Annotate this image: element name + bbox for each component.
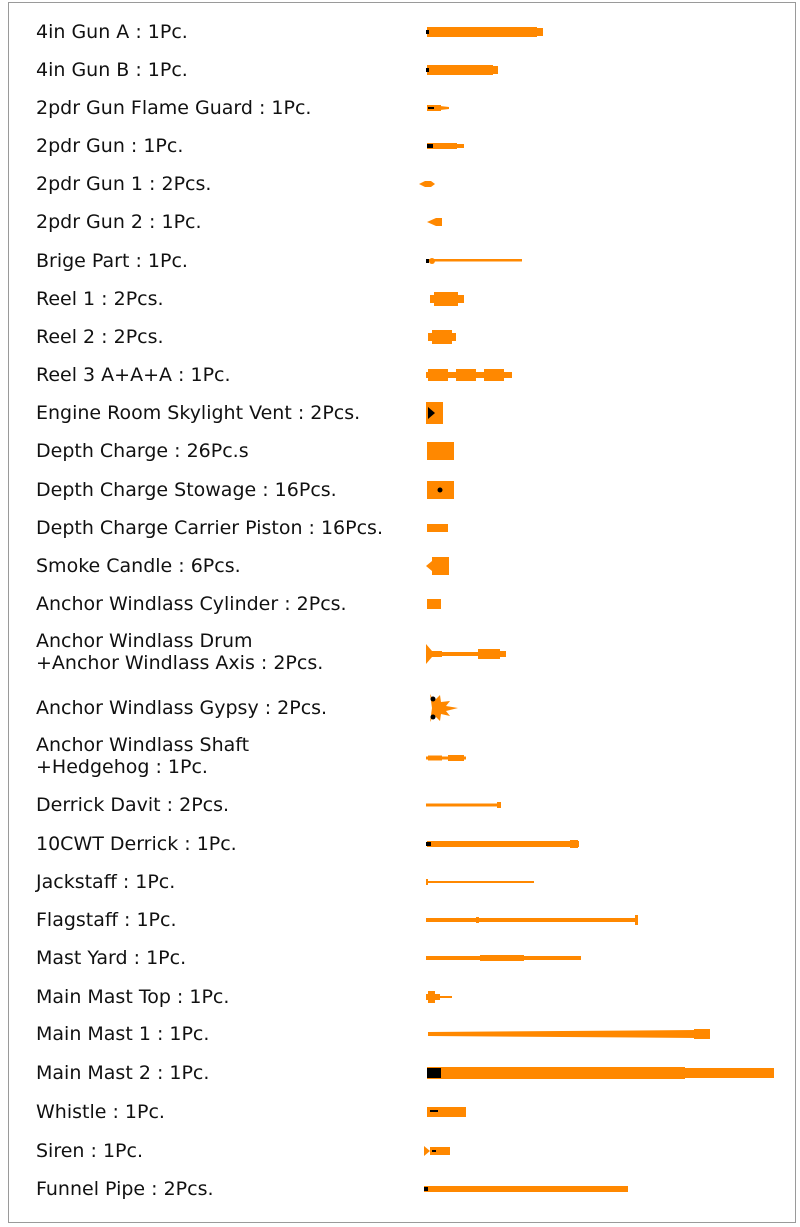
piston-icon [0, 508, 800, 548]
part-label: Derrick Davit : 2Pcs. [36, 794, 230, 816]
vent-icon [0, 393, 800, 433]
small-gun-part-icon [0, 164, 800, 204]
part-label-line-2: +Anchor Windlass Axis : 2Pcs. [36, 652, 324, 674]
part-label: Mast Yard : 1Pc. [36, 947, 187, 969]
reel-icon [0, 317, 800, 357]
depth-charge-icon [0, 431, 800, 471]
windlass-drum-icon [0, 634, 800, 674]
part-label: Anchor Windlass Cylinder : 2Pcs. [36, 593, 347, 615]
part-label: Main Mast 2 : 1Pc. [36, 1062, 210, 1084]
part-label: Brige Part : 1Pc. [36, 250, 188, 272]
main-mast-icon [0, 1014, 800, 1054]
part-label: Reel 3 A+A+A : 1Pc. [36, 364, 231, 386]
mast-top-icon [0, 977, 800, 1017]
small-gun-part-icon [0, 202, 800, 242]
part-label: Siren : 1Pc. [36, 1140, 143, 1162]
part-label: 2pdr Gun 1 : 2Pcs. [36, 173, 212, 195]
flagstaff-icon [0, 900, 800, 940]
part-label: 4in Gun B : 1Pc. [36, 59, 188, 81]
gun-barrel-long-icon [0, 12, 800, 52]
part-label: Main Mast Top : 1Pc. [36, 986, 230, 1008]
funnel-pipe-icon [0, 1169, 800, 1209]
part-label: Reel 2 : 2Pcs. [36, 326, 164, 348]
part-label: 4in Gun A : 1Pc. [36, 21, 188, 43]
shaft-icon [0, 738, 800, 778]
part-label: Smoke Candle : 6Pcs. [36, 555, 241, 577]
small-gun-icon [0, 126, 800, 166]
triple-reel-icon [0, 355, 800, 395]
part-label: Anchor Windlass Gypsy : 2Pcs. [36, 697, 328, 719]
part-label: Reel 1 : 2Pcs. [36, 288, 164, 310]
part-label: Main Mast 1 : 1Pc. [36, 1023, 210, 1045]
part-label: 2pdr Gun Flame Guard : 1Pc. [36, 97, 312, 119]
gypsy-gear-icon [0, 688, 800, 728]
stowage-icon [0, 470, 800, 510]
davit-rod-icon [0, 785, 800, 825]
part-label: 10CWT Derrick : 1Pc. [36, 833, 237, 855]
mast-yard-icon [0, 938, 800, 978]
main-mast-icon [0, 1053, 800, 1093]
part-label: Depth Charge : 26Pc.s [36, 440, 249, 462]
jackstaff-icon [0, 862, 800, 902]
cylinder-icon [0, 584, 800, 624]
part-label-line-1: Anchor Windlass Shaft [36, 734, 250, 756]
part-label-line-1: Anchor Windlass Drum [36, 630, 253, 652]
part-label: Flagstaff : 1Pc. [36, 909, 177, 931]
part-label: Depth Charge Carrier Piston : 16Pcs. [36, 517, 383, 539]
part-label: 2pdr Gun 2 : 1Pc. [36, 211, 202, 233]
part-label: Funnel Pipe : 2Pcs. [36, 1178, 214, 1200]
rod-icon [0, 241, 800, 281]
part-label: Jackstaff : 1Pc. [36, 871, 176, 893]
part-label: Whistle : 1Pc. [36, 1101, 165, 1123]
smoke-candle-icon [0, 546, 800, 586]
siren-icon [0, 1131, 800, 1171]
flame-guard-icon [0, 88, 800, 128]
part-label: Engine Room Skylight Vent : 2Pcs. [36, 402, 361, 424]
derrick-boom-icon [0, 824, 800, 864]
part-label: 2pdr Gun : 1Pc. [36, 135, 184, 157]
part-label-line-2: +Hedgehog : 1Pc. [36, 756, 208, 778]
whistle-icon [0, 1092, 800, 1132]
part-label: Depth Charge Stowage : 16Pcs. [36, 479, 337, 501]
reel-icon [0, 279, 800, 319]
gun-barrel-icon [0, 50, 800, 90]
